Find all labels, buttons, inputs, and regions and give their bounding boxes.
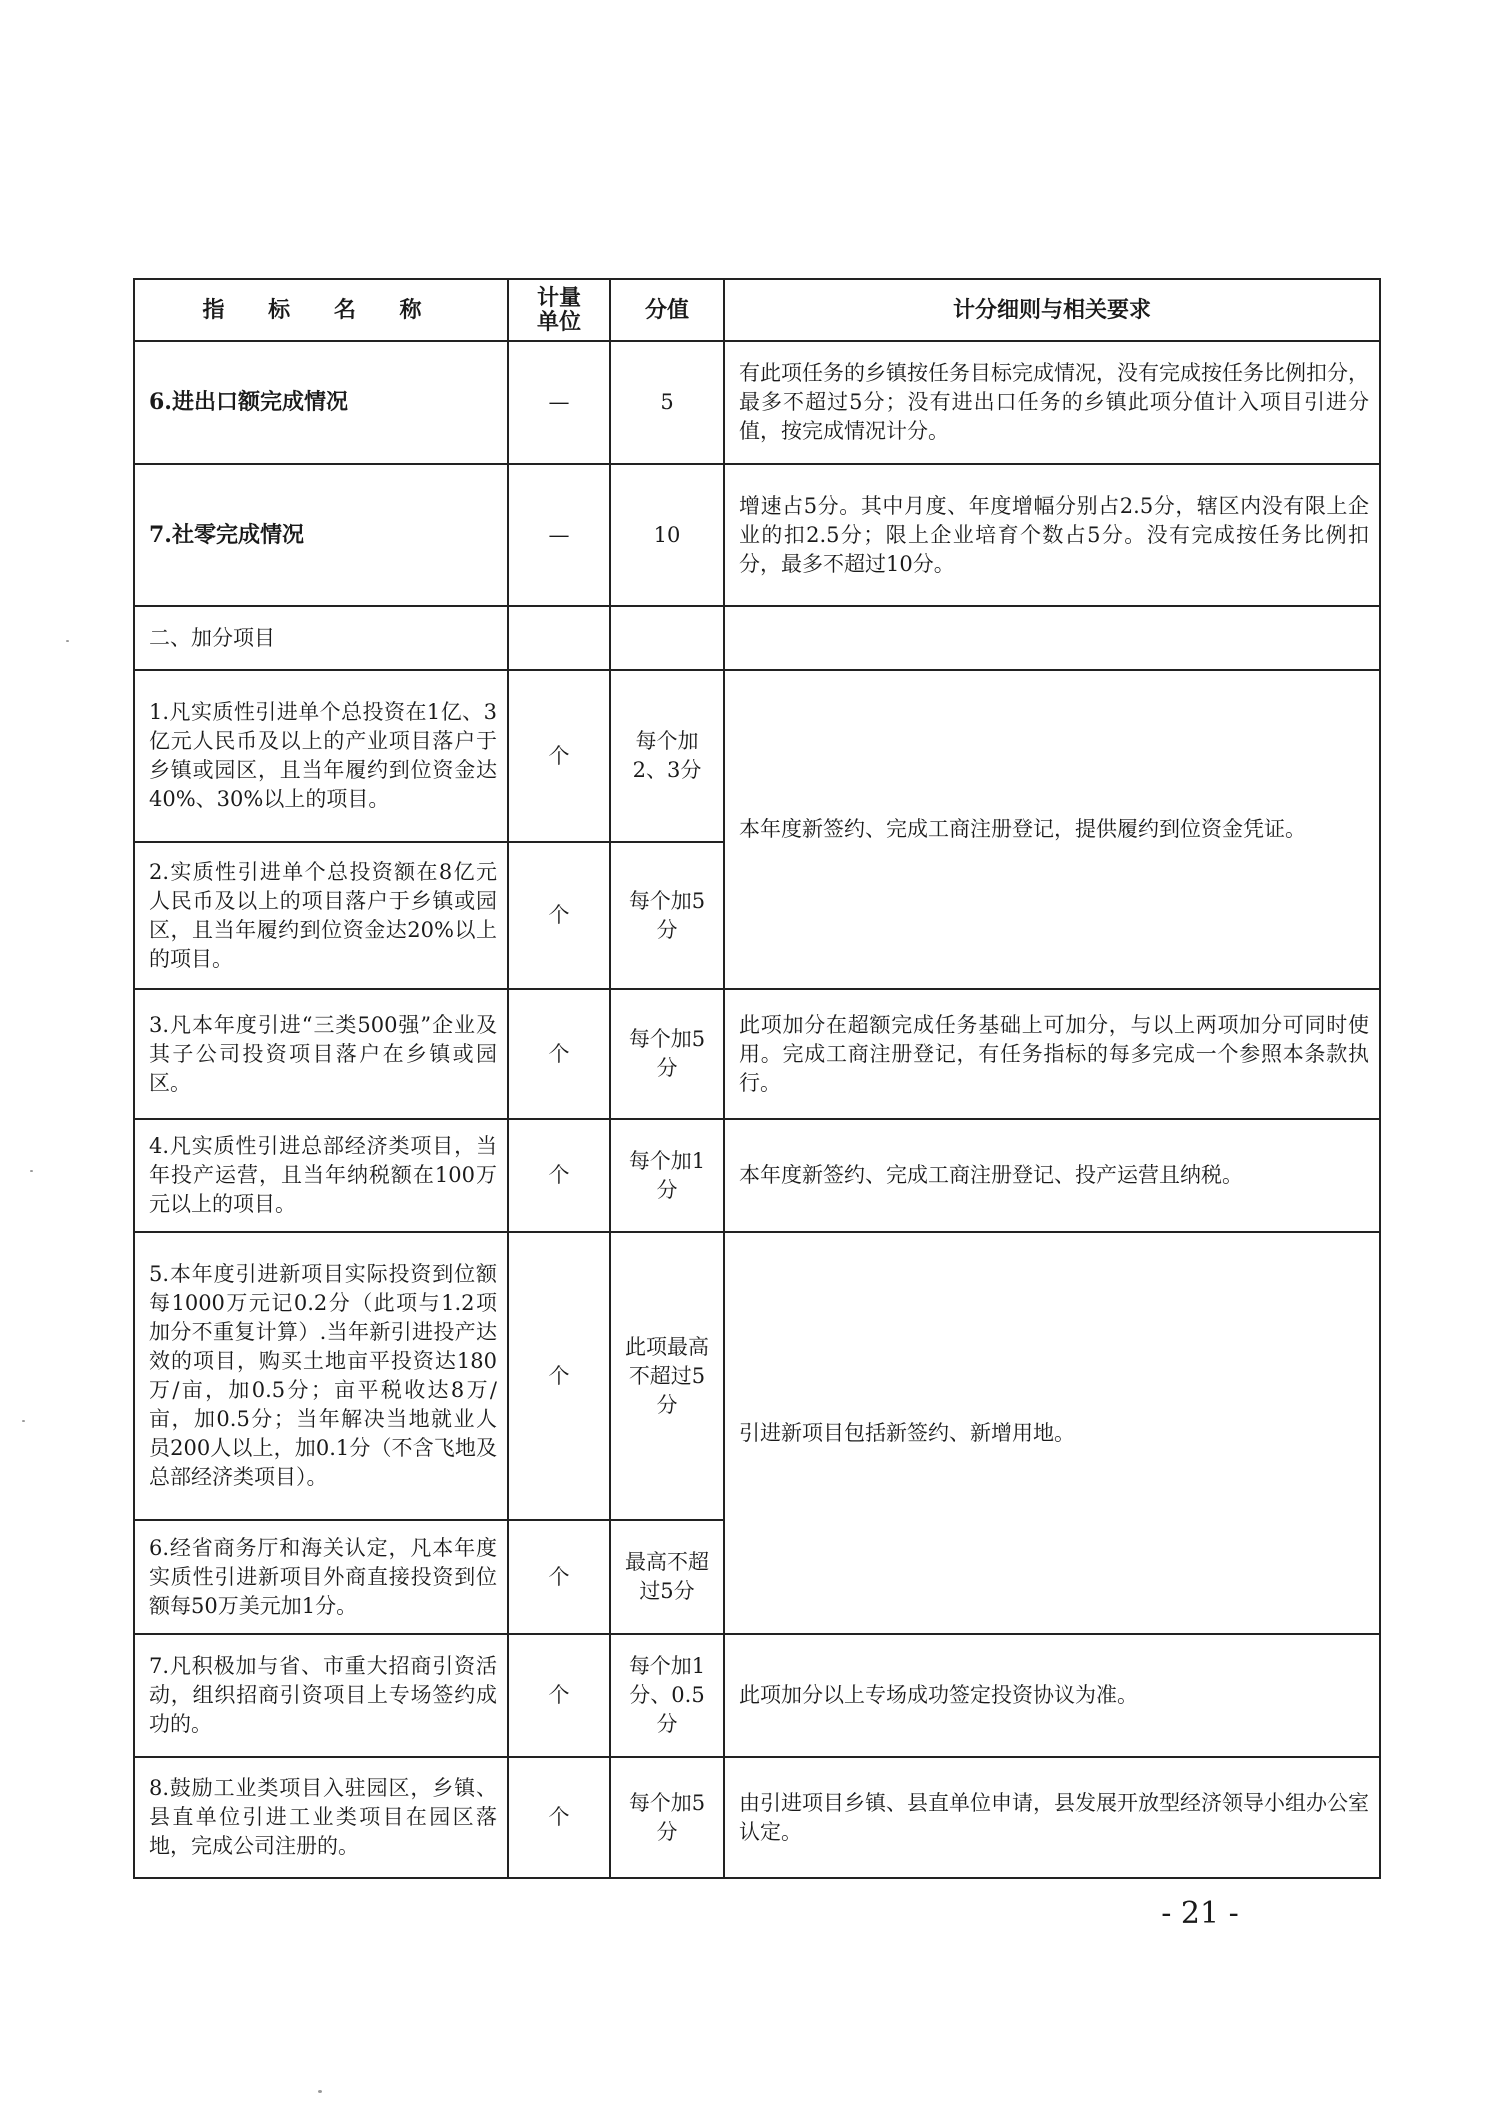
page-number: - 21 - [1161, 1896, 1239, 1931]
indicator-score [610, 606, 724, 670]
indicator-unit: 个 [508, 1520, 610, 1634]
indicator-unit: 个 [508, 1757, 610, 1878]
indicator-unit: 个 [508, 1634, 610, 1757]
indicator-score: 每个加5分 [610, 1757, 724, 1878]
indicator-score: 每个加5分 [610, 842, 724, 989]
table-row [134, 1119, 1380, 1232]
table-row [134, 341, 1380, 464]
indicator-name: 5.本年度引进新项目实际投资到位额每1000万元记0.2分（此项与1.2项加分不重复计算）.当年新引进投产达效的项目，购买土地亩平投资达180万/亩，加0.5分；亩平税收达8万/亩，加0.5分；当年解决当地就业人员200人以上，加0.1分（不含飞地及总部经济类项目）。 [134, 1232, 508, 1520]
indicator-score: 每个加2、3分 [610, 670, 724, 842]
indicator-score: 每个加1分 [610, 1119, 724, 1232]
indicator-name: 3.凡本年度引进“三类500强”企业及其子公司投资项目落户在乡镇或园区。 [134, 989, 508, 1119]
indicator-detail: 本年度新签约、完成工商注册登记、投产运营且纳税。 [724, 1119, 1380, 1232]
table-header-row [134, 279, 1380, 341]
indicator-unit [508, 606, 610, 670]
indicator-detail: 引进新项目包括新签约、新增用地。 [724, 1232, 1380, 1634]
scoring-table [133, 278, 1381, 1879]
table-row [134, 670, 1380, 842]
table-row [134, 1634, 1380, 1757]
header-score: 分值 [610, 279, 724, 341]
indicator-detail: 此项加分以上专场成功签定投资协议为准。 [724, 1634, 1380, 1757]
indicator-unit: 个 [508, 1232, 610, 1520]
scan-speck [30, 1170, 33, 1172]
table-row [134, 989, 1380, 1119]
section-title: 二、加分项目 [134, 606, 508, 670]
indicator-detail: 由引进项目乡镇、县直单位申请，县发展开放型经济领导小组办公室认定。 [724, 1757, 1380, 1878]
indicator-name: 4.凡实质性引进总部经济类项目，当年投产运营，且当年纳税额在100万元以上的项目。 [134, 1119, 508, 1232]
scan-speck [66, 640, 69, 642]
indicator-detail: 本年度新签约、完成工商注册登记，提供履约到位资金凭证。 [724, 670, 1380, 989]
indicator-detail: 增速占5分。其中月度、年度增幅分别占2.5分，辖区内没有限上企业的扣2.5分；限上企业培育个数占5分。没有完成按任务比例扣分，最多不超过10分。 [724, 464, 1380, 606]
header-detail: 计分细则与相关要求 [724, 279, 1380, 341]
indicator-unit: 个 [508, 842, 610, 989]
indicator-score: 此项最高不超过5分 [610, 1232, 724, 1520]
indicator-score: 每个加1分、0.5分 [610, 1634, 724, 1757]
header-unit: 计量单位 [508, 279, 610, 341]
indicator-name: 7.社零完成情况 [134, 464, 508, 606]
indicator-score: 最高不超过5分 [610, 1520, 724, 1634]
scan-speck [22, 1420, 25, 1422]
indicator-score: 5 [610, 341, 724, 464]
indicator-score: 每个加5分 [610, 989, 724, 1119]
indicator-unit: 个 [508, 670, 610, 842]
indicator-unit: — [508, 464, 610, 606]
indicator-score: 10 [610, 464, 724, 606]
table-row [134, 464, 1380, 606]
indicator-name: 8.鼓励工业类项目入驻园区，乡镇、县直单位引进工业类项目在园区落地，完成公司注册的。 [134, 1757, 508, 1878]
indicator-name: 7.凡积极加与省、市重大招商引资活动，组织招商引资项目上专场签约成功的。 [134, 1634, 508, 1757]
indicator-name: 1.凡实质性引进单个总投资在1亿、3亿元人民币及以上的产业项目落户于乡镇或园区，且当年履约到位资金达40%、30%以上的项目。 [134, 670, 508, 842]
section-row [134, 606, 1380, 670]
indicator-detail [724, 606, 1380, 670]
indicator-unit: 个 [508, 1119, 610, 1232]
indicator-name: 2.实质性引进单个总投资额在8亿元人民币及以上的项目落户于乡镇或园区，且当年履约到位资金达20%以上的项目。 [134, 842, 508, 989]
indicator-detail: 有此项任务的乡镇按任务目标完成情况，没有完成按任务比例扣分，最多不超过5分；没有进出口任务的乡镇此项分值计入项目引进分值，按完成情况计分。 [724, 341, 1380, 464]
table-row [134, 1232, 1380, 1520]
scan-speck [318, 2090, 322, 2093]
indicator-unit: — [508, 341, 610, 464]
indicator-name: 6.经省商务厅和海关认定，凡本年度实质性引进新项目外商直接投资到位额每50万美元加1分。 [134, 1520, 508, 1634]
indicator-name: 6.进出口额完成情况 [134, 341, 508, 464]
indicator-unit: 个 [508, 989, 610, 1119]
table-row [134, 1757, 1380, 1878]
indicator-detail: 此项加分在超额完成任务基础上可加分，与以上两项加分可同时使用。完成工商注册登记，有任务指标的每多完成一个参照本条款执行。 [724, 989, 1380, 1119]
header-indicator-name: 指 标 名 称 [134, 279, 508, 341]
